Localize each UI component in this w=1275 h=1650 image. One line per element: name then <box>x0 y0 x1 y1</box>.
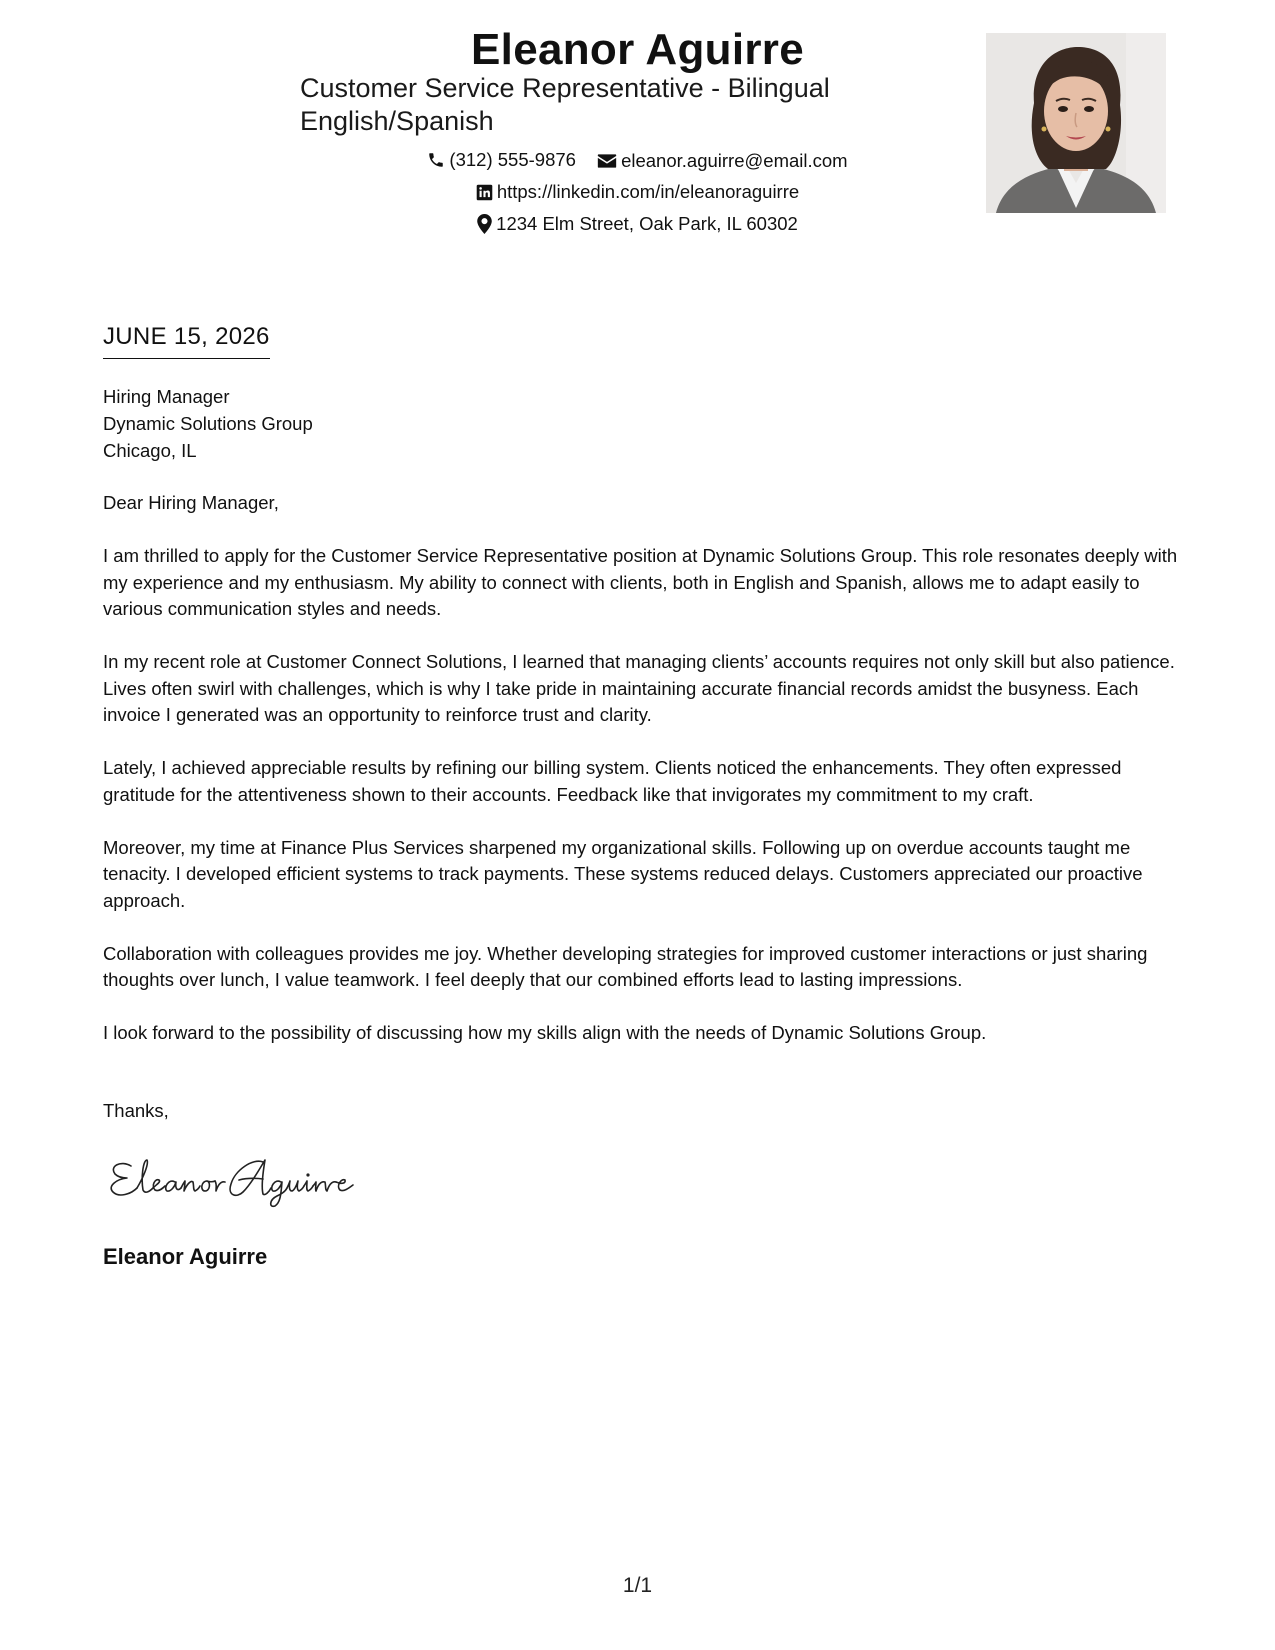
page-number: 1/1 <box>622 1574 653 1597</box>
contact-line-address <box>0 212 1275 240</box>
closing: Thanks, <box>103 1100 169 1121</box>
map-pin-icon <box>477 214 492 234</box>
signed-name: Eleanor Aguirre <box>103 1244 268 1269</box>
applicant-name: Eleanor Aguirre <box>471 25 804 74</box>
recipient-block <box>103 383 313 464</box>
paragraph: Moreover, my time at Finance Plus Services sharpened my organizational skills. Following up on overdue accounts taught me tenacity. I developed efficient systems to track payments. These systems reduced delays. Customers appreciated our proactive approach. <box>103 836 1143 911</box>
recipient-name: Hiring Manager <box>103 386 230 407</box>
paragraph: In my recent role at Customer Connect Solutions, I learned that managing clients’ accounts requires not only skill but also patience. Lives often swirl with challenges, which is why I take pride in maintaining accurate financial records amidst the busyness. Each invoice I generated was an opportunity to reinforce trust and clarity. <box>103 651 1175 725</box>
paragraph: I look forward to the possibility of discussing how my skills align with the needs of Dynamic Solutions Group. <box>103 1022 987 1043</box>
email-address[interactable]: eleanor.aguirre@email.com <box>621 150 848 171</box>
linkedin-contact <box>476 180 799 204</box>
paragraph: Collaboration with colleagues provides me joy. Whether developing strategies for improved customer interactions or just sharing thoughts over lunch, I value teamwork. I feel deeply that our combined efforts lead to lasting impressions. <box>103 942 1148 990</box>
profile-photo <box>986 33 1166 213</box>
handwritten-signature <box>103 1148 373 1208</box>
linkedin-url[interactable]: https://linkedin.com/in/eleanoraguirre <box>496 181 800 202</box>
phone-number: (312) 555-9876 <box>449 149 576 170</box>
letter-date: JUNE 15, 2026 <box>103 322 270 359</box>
salutation: Dear Hiring Manager, <box>103 492 279 513</box>
address-contact <box>477 212 798 236</box>
paragraph: I am thrilled to apply for the Customer Service Representative position at Dynamic Solutions Group. This role resonates deeply with my experience and my enthusiasm. My ability to connect with clients, both in English and Spanish, allows me to adapt easily to various communication styles and needs. <box>103 545 1178 619</box>
linkedin-icon <box>476 184 493 201</box>
recipient-location: Chicago, IL <box>103 440 197 461</box>
phone-icon <box>427 151 445 169</box>
recipient-company: Dynamic Solutions Group <box>103 413 313 434</box>
letter-body <box>103 490 1183 1073</box>
job-title: Customer Service Representative - Bilingual English/Spanish <box>300 73 830 136</box>
phone-contact <box>427 148 576 172</box>
paragraph: Lately, I achieved appreciable results by refining our billing system. Clients noticed the enhancements. They often expressed gratitude for the attentiveness shown to their accounts. Feedback like that invigorates my commitment to my craft. <box>103 757 1122 805</box>
email-contact <box>597 149 848 173</box>
envelope-icon <box>597 153 617 169</box>
street-address: 1234 Elm Street, Oak Park, IL 60302 <box>496 213 798 234</box>
